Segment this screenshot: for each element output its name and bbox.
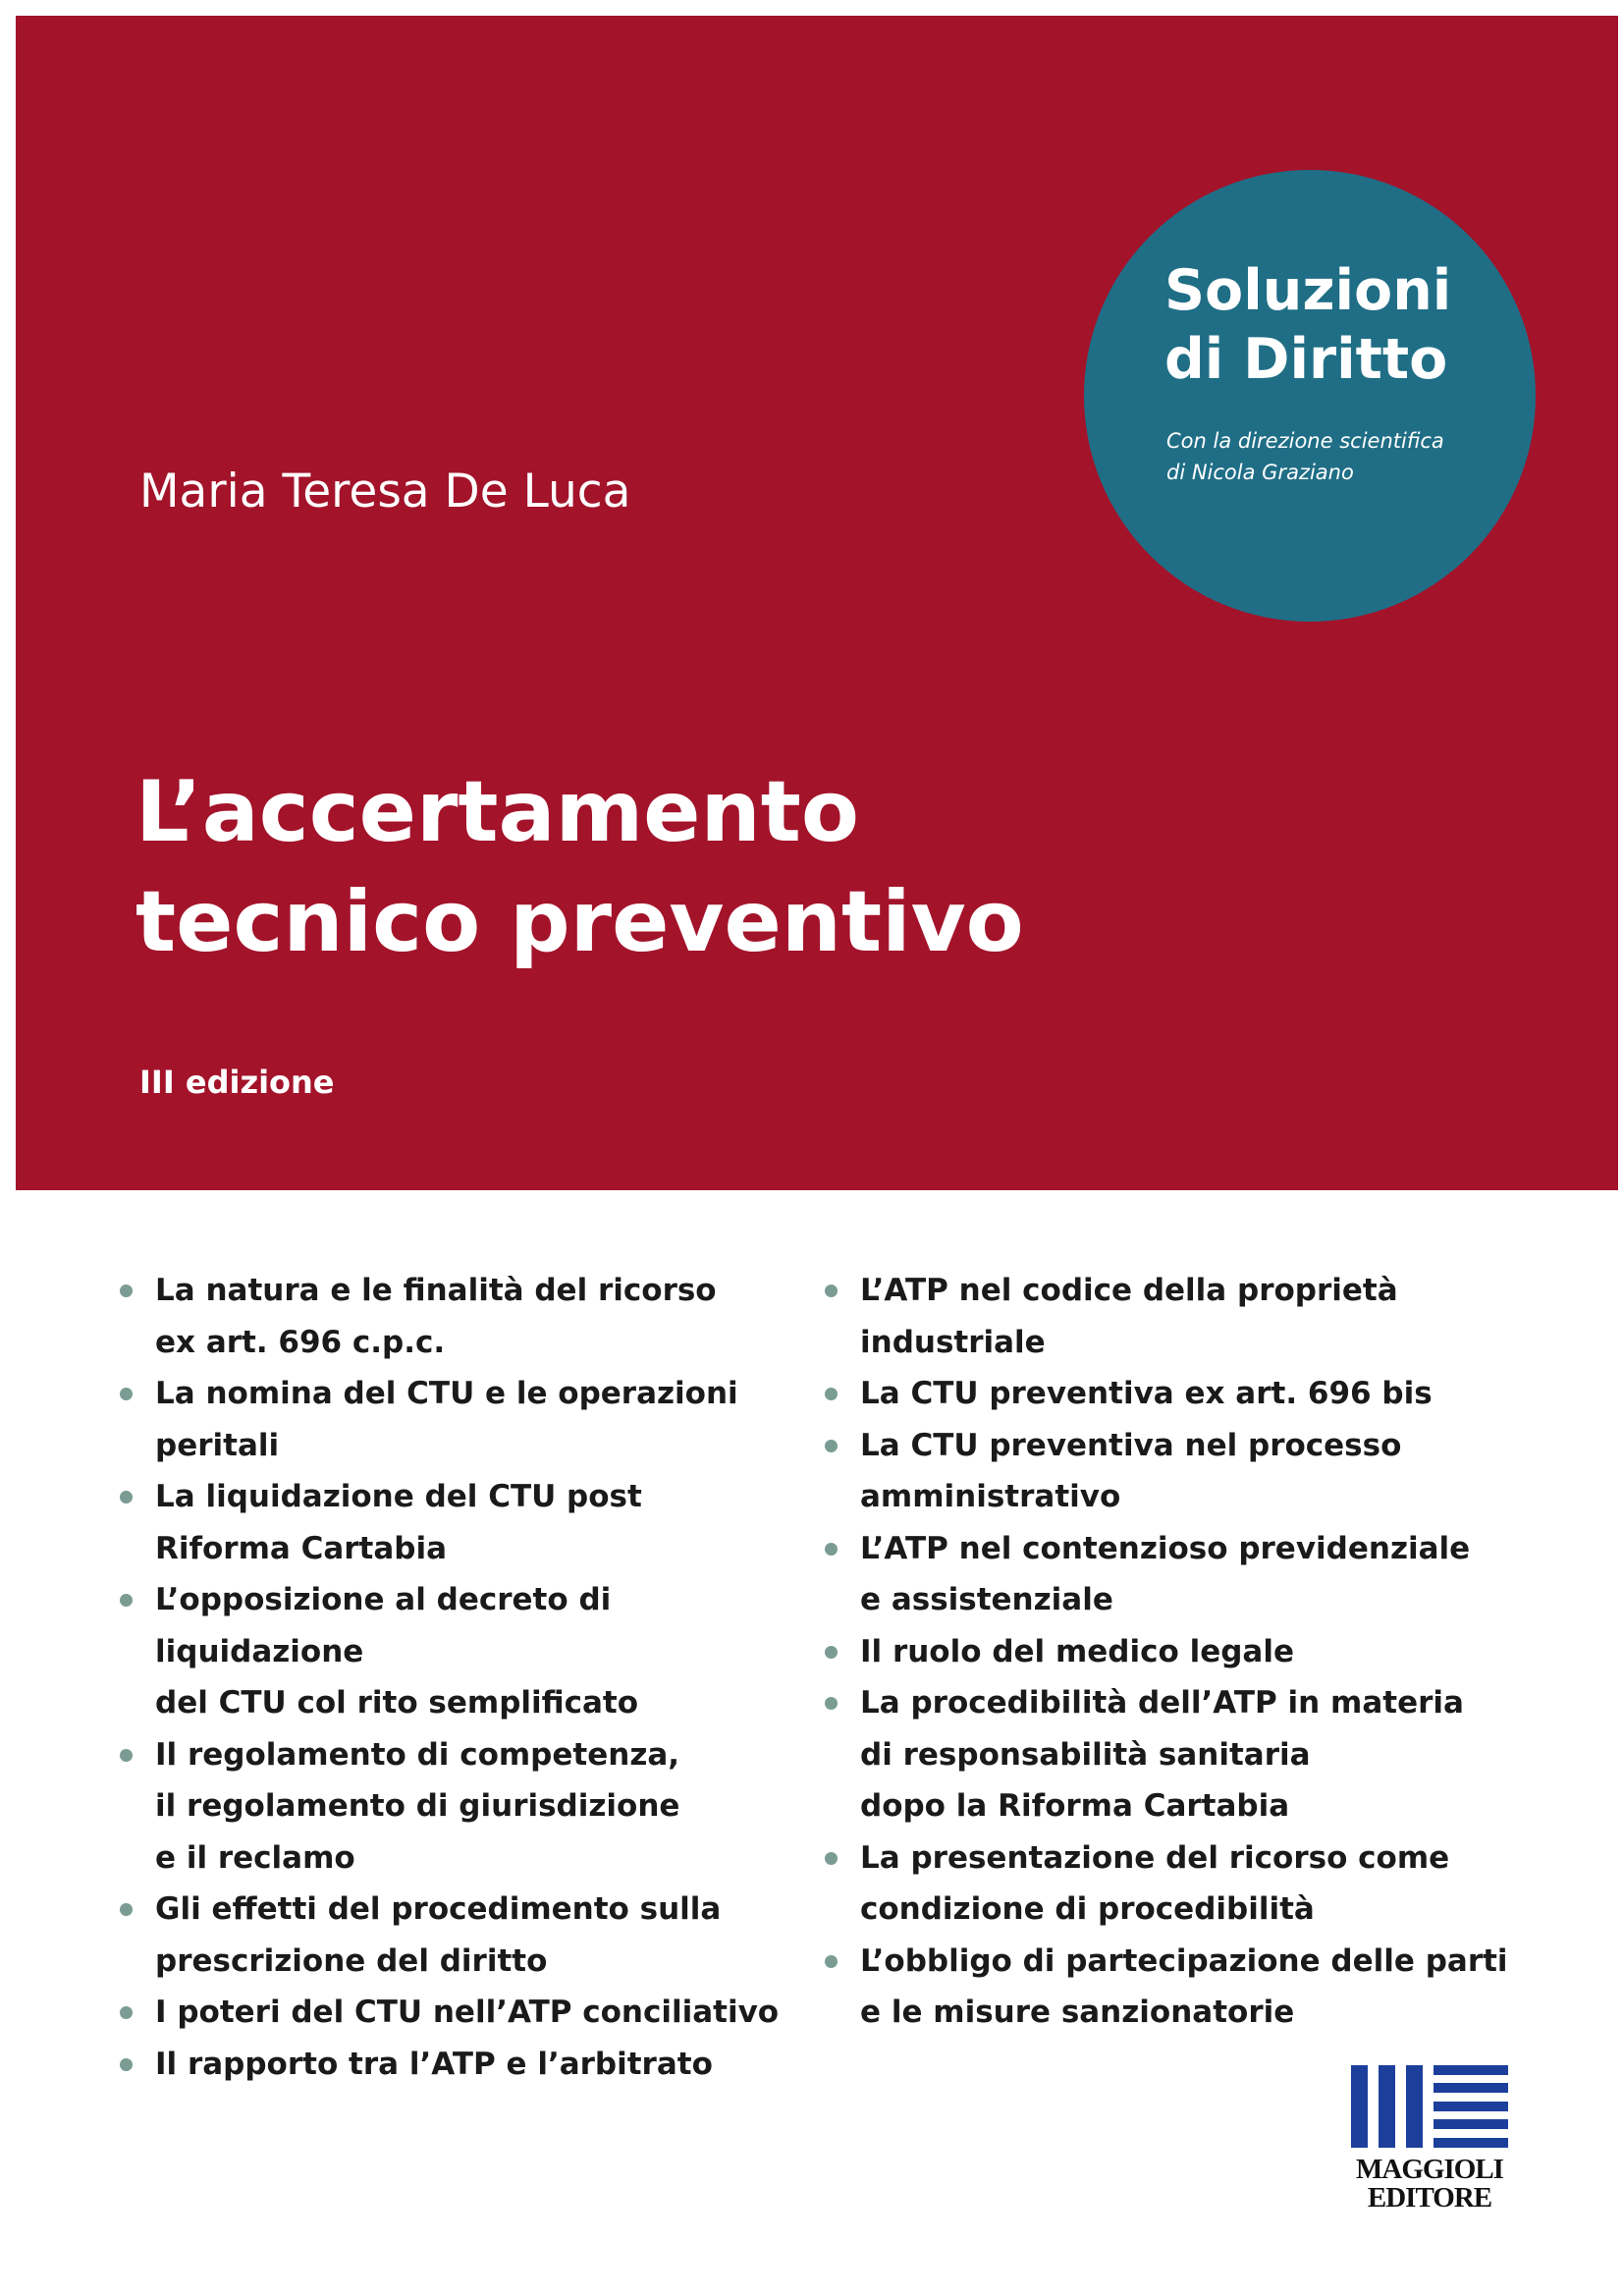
author-name: Maria Teresa De Luca xyxy=(139,465,631,519)
edition-label: III edizione xyxy=(139,1064,335,1101)
bullet-icon xyxy=(120,1594,133,1607)
bullet-icon xyxy=(825,1285,838,1297)
bullet-icon xyxy=(825,1646,838,1659)
series-title-line1: Soluzioni xyxy=(1164,258,1452,323)
topic-item xyxy=(116,2039,803,2091)
book-title xyxy=(135,757,1024,977)
series-title-line2: di Diritto xyxy=(1164,327,1448,392)
topic-item xyxy=(116,1729,803,1885)
topic-text: L’ATP nel contenzioso previdenziale e assistenziale xyxy=(860,1530,1471,1617)
publisher-name-line2: EDITORE xyxy=(1367,2182,1492,2214)
publisher-logo xyxy=(1351,2065,1513,2213)
bullet-icon xyxy=(825,1852,838,1865)
topic-item xyxy=(116,1987,803,2039)
topic-text: Il rapporto tra l’ATP e l’arbitrato xyxy=(155,2046,713,2082)
topic-text: L’ATP nel codice della proprietà industriale xyxy=(860,1273,1398,1360)
topic-item xyxy=(821,1626,1547,1678)
topic-text: L’opposizione al decreto di liquidazione del CTU col rito semplificato xyxy=(155,1582,639,1721)
topic-item xyxy=(821,1368,1547,1420)
topic-text: La presentazione del ricorso come condizione di procedibilità xyxy=(860,1839,1450,1927)
topic-item xyxy=(821,1677,1547,1832)
topic-text: L’obbligo di partecipazione delle parti e le misure sanzionatorie xyxy=(860,1942,1508,2030)
bullet-icon xyxy=(120,1285,133,1297)
topic-text: La liquidazione del CTU post Riforma Cartabia xyxy=(155,1479,642,1566)
publisher-name-line1: MAGGIOLI xyxy=(1356,2154,1503,2185)
bullet-icon xyxy=(825,1697,838,1710)
bullet-icon xyxy=(120,1749,133,1762)
topic-text: La CTU preventiva ex art. 696 bis xyxy=(860,1376,1433,1411)
topic-text: Il ruolo del medico legale xyxy=(860,1633,1294,1669)
topic-item xyxy=(821,1832,1547,1936)
bullet-icon xyxy=(825,1388,838,1400)
bullet-icon xyxy=(120,1388,133,1400)
topic-item xyxy=(821,1420,1547,1523)
bullet-icon xyxy=(120,1491,133,1503)
topics-list-left xyxy=(116,1265,803,2090)
topic-text: Il regolamento di competenza, il regolamento di giurisdizione e il reclamo xyxy=(155,1736,680,1876)
topic-item xyxy=(116,1471,803,1574)
series-direction-line1: Con la direzione scientifica xyxy=(1166,429,1444,453)
topic-item xyxy=(821,1265,1547,1368)
bullet-icon xyxy=(120,1903,133,1916)
topic-item xyxy=(116,1368,803,1471)
topics-list-right xyxy=(821,1265,1547,2039)
series-direction xyxy=(1166,425,1444,488)
topic-text: La natura e le finalità del ricorso ex art. 696 c.p.c. xyxy=(155,1273,717,1360)
topic-text: Gli effetti del procedimento sulla prescrizione del diritto xyxy=(155,1891,722,1979)
cover-red-panel xyxy=(16,16,1618,1190)
maggioli-logo-icon xyxy=(1351,2065,1508,2148)
bullet-icon xyxy=(825,1440,838,1452)
topic-item xyxy=(116,1574,803,1729)
bullet-icon xyxy=(825,1543,838,1556)
topic-item xyxy=(116,1265,803,1368)
publisher-name xyxy=(1351,2156,1508,2213)
series-badge xyxy=(1084,170,1536,622)
topic-text: La CTU preventiva nel processo amministrativo xyxy=(860,1427,1402,1514)
topic-item xyxy=(116,1884,803,1987)
bullet-icon xyxy=(120,2058,133,2071)
book-title-line2: tecnico preventivo xyxy=(135,873,1024,971)
topic-text: La procedibilità dell’ATP in materia di responsabilità sanitaria dopo la Riforma Cartabia xyxy=(860,1685,1464,1824)
series-direction-line2: di Nicola Graziano xyxy=(1166,461,1354,484)
bullet-icon xyxy=(825,1955,838,1968)
bullet-icon xyxy=(120,2006,133,2019)
topic-text: I poteri del CTU nell’ATP conciliativo xyxy=(155,1995,780,2030)
book-title-line1: L’accertamento xyxy=(135,763,859,861)
topic-text: La nomina del CTU e le operazioni peritali xyxy=(155,1376,738,1463)
topic-item xyxy=(821,1936,1547,2039)
series-title xyxy=(1164,256,1451,394)
topic-item xyxy=(821,1523,1547,1626)
